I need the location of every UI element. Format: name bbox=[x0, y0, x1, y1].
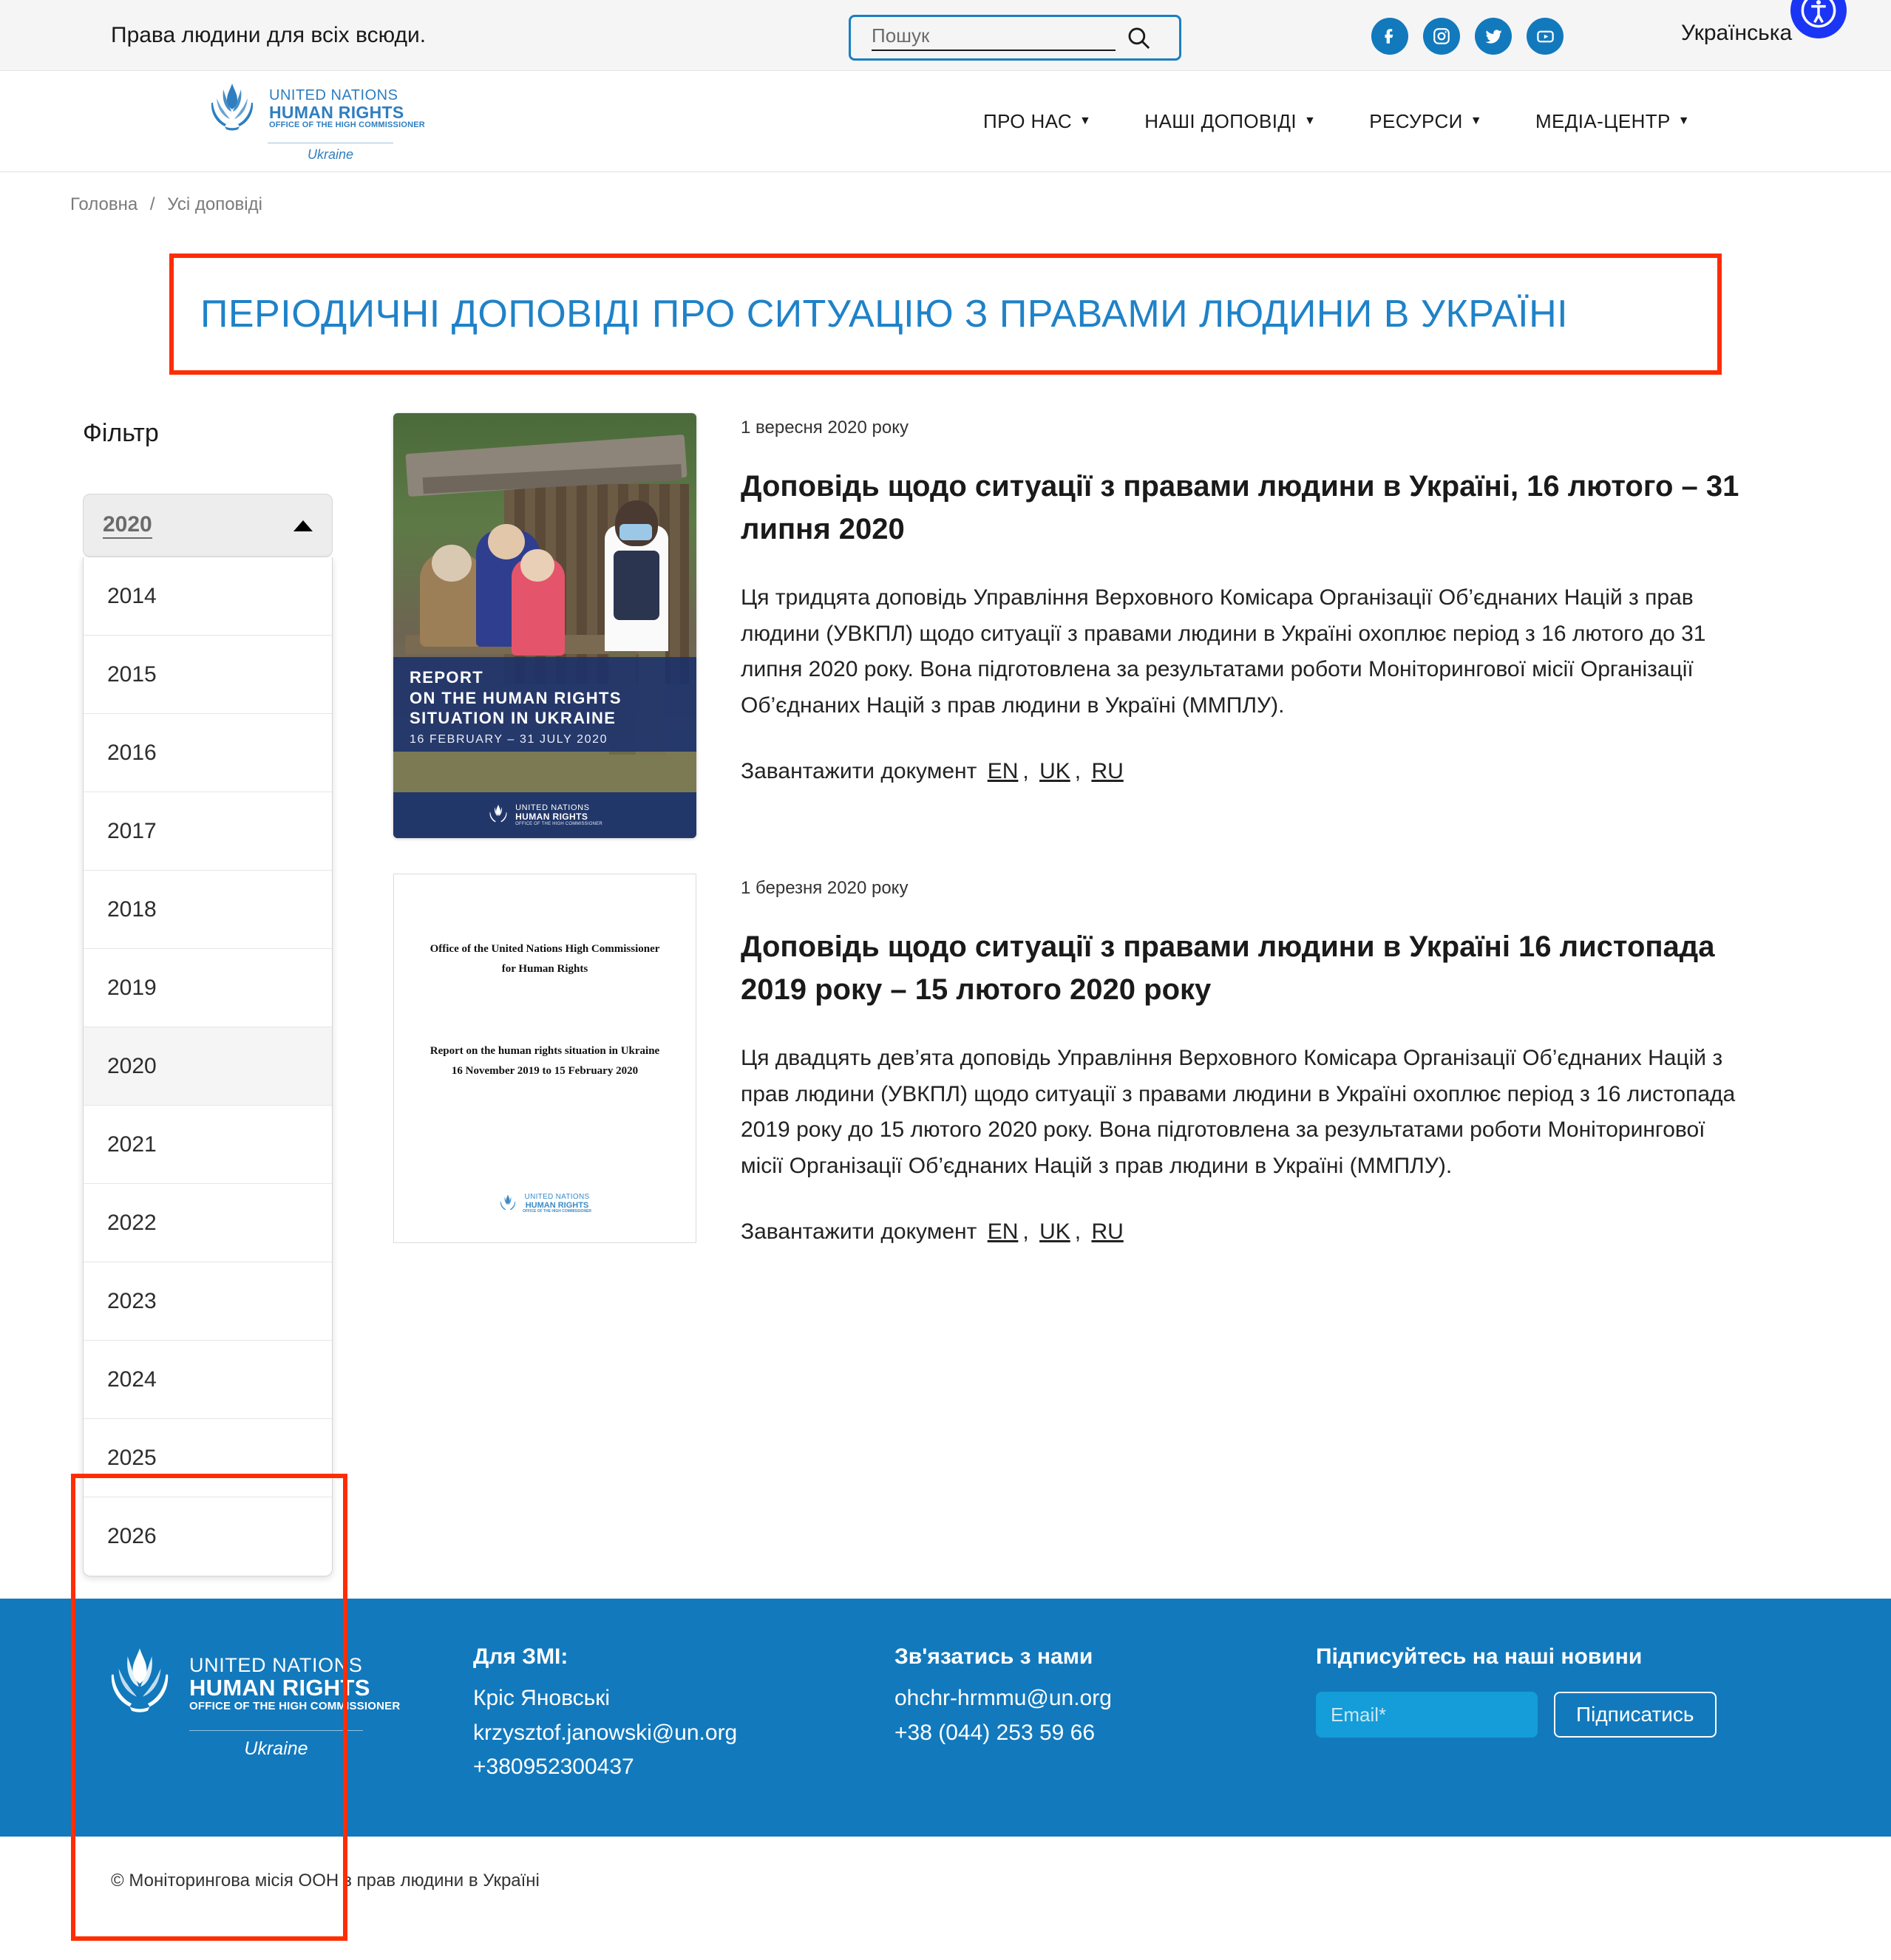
press-contact-phone: +380952300437 bbox=[473, 1755, 634, 1779]
accessibility-button[interactable] bbox=[1790, 0, 1847, 38]
logo-country-label: Ukraine bbox=[307, 146, 354, 162]
cover-logo-line-1: UNITED NATIONS bbox=[515, 803, 590, 812]
report-info bbox=[741, 874, 1746, 1245]
main-header bbox=[0, 71, 1891, 172]
logo-country bbox=[268, 143, 393, 163]
nav-label-media-center: МЕДІА-ЦЕНТР bbox=[1535, 109, 1671, 132]
footer-logo-line-3: OFFICE OF THE HIGH COMMISSIONER bbox=[189, 1699, 401, 1712]
copyright-bar bbox=[0, 1837, 1891, 1921]
social-link-facebook[interactable] bbox=[1371, 18, 1408, 55]
cover-band-line-3: SITUATION IN UKRAINE bbox=[410, 709, 617, 728]
report-info bbox=[741, 413, 1746, 838]
social-link-twitter[interactable] bbox=[1475, 18, 1512, 55]
chevron-down-icon: ▼ bbox=[1470, 115, 1482, 127]
year-option-2018[interactable]: 2018 bbox=[84, 871, 332, 949]
report-thumbnail[interactable] bbox=[393, 874, 741, 1245]
instagram-icon bbox=[1432, 27, 1451, 46]
breadcrumb-bar bbox=[0, 172, 1891, 237]
ukraine-flag-icon bbox=[1641, 23, 1671, 44]
nav-label-resources: РЕСУРСИ bbox=[1369, 109, 1463, 132]
breadcrumb-current: Усі доповіді bbox=[167, 194, 262, 214]
copyright-text: © Моніторингова місія ООН з прав людини в Україні bbox=[111, 1870, 540, 1891]
download-link-uk[interactable]: UK bbox=[1039, 759, 1070, 784]
footer-logo bbox=[103, 1644, 473, 1785]
report-date: 1 березня 2020 року bbox=[741, 878, 909, 898]
newsletter-heading: Підписуйтесь на наші новини bbox=[1316, 1644, 1643, 1669]
year-option-2023[interactable]: 2023 bbox=[84, 1262, 332, 1341]
cover-illustration bbox=[393, 413, 696, 838]
main-navigation bbox=[983, 110, 1690, 133]
report-item bbox=[393, 874, 1746, 1245]
report-cover-document bbox=[393, 874, 696, 1243]
report-cover-photo bbox=[393, 413, 696, 838]
cover-doc-logo-line-2: HUMAN RIGHTS bbox=[525, 1200, 589, 1210]
page-title: ПЕРІОДИЧНІ ДОПОВІДІ ПРО СИТУАЦІЮ З ПРАВАМИ ЛЮДИНИ В УКРАЇНІ bbox=[200, 293, 1569, 336]
year-option-2026[interactable]: 2026 bbox=[107, 1524, 157, 1548]
footer-contact-column bbox=[894, 1644, 1316, 1785]
press-heading: Для ЗМІ: bbox=[473, 1644, 568, 1669]
report-description: Ця тридцята доповідь Управління Верховного Комісара Організації Об’єднаних Націй з прав людини (УВКПЛ) щодо ситуації з правами людини в Україні охоплює період з 16 лютого до 31 липня 2020 року. Вона підготовлена за результатами роботи Моніторингової місії Організації Об’єднаних Націй з прав людини в Україні (ММПЛУ). bbox=[741, 585, 1706, 718]
un-human-rights-emblem-icon bbox=[206, 81, 259, 138]
newsletter-email-input[interactable] bbox=[1316, 1692, 1538, 1738]
un-human-rights-emblem-icon bbox=[103, 1644, 176, 1723]
cover-doc-logo-line-3: OFFICE OF THE HIGH COMMISSIONER bbox=[522, 1209, 592, 1214]
year-option-2022[interactable]: 2022 bbox=[84, 1184, 332, 1262]
year-option-2019[interactable]: 2019 bbox=[84, 949, 332, 1027]
cover-logo-line-3: OFFICE OF THE HIGH COMMISSIONER bbox=[515, 821, 602, 826]
report-title[interactable]: Доповідь щодо ситуації з правами людини в Україні, 16 лютого – 31 липня 2020 bbox=[741, 470, 1739, 545]
logo-line-3: OFFICE OF THE HIGH COMMISSIONER bbox=[269, 120, 425, 130]
nav-label-reports: НАШІ ДОПОВІДІ bbox=[1144, 109, 1297, 132]
social-link-instagram[interactable] bbox=[1423, 18, 1460, 55]
nav-item-resources[interactable] bbox=[1369, 110, 1482, 133]
download-link-en[interactable]: EN bbox=[987, 759, 1019, 784]
nav-item-reports[interactable] bbox=[1144, 110, 1316, 133]
press-contact-name: Кріс Яновські bbox=[473, 1686, 611, 1710]
year-option-2020[interactable]: 2020 bbox=[84, 1027, 332, 1106]
year-option-2016[interactable]: 2016 bbox=[84, 714, 332, 792]
cover-doc-title bbox=[394, 1041, 696, 1081]
nav-item-about[interactable] bbox=[983, 110, 1091, 133]
download-label: Завантажити документ bbox=[741, 759, 977, 784]
year-filter-options bbox=[83, 557, 333, 1576]
press-contact-email[interactable]: krzysztof.janowski@un.org bbox=[473, 1720, 738, 1745]
twitter-icon bbox=[1484, 27, 1504, 47]
site-footer bbox=[0, 1599, 1891, 1837]
language-label: Українська bbox=[1681, 21, 1793, 45]
facebook-icon bbox=[1380, 27, 1399, 46]
subscribe-button[interactable]: Підписатись bbox=[1554, 1692, 1717, 1738]
cover-doc-title-line-2: 16 November 2019 to 15 February 2020 bbox=[451, 1065, 639, 1077]
un-human-rights-emblem-icon bbox=[498, 1194, 517, 1214]
year-option-2021[interactable]: 2021 bbox=[84, 1106, 332, 1184]
chevron-up-icon bbox=[293, 520, 313, 531]
footer-logo-country-label: Ukraine bbox=[244, 1738, 308, 1759]
cover-band-line-1: REPORT bbox=[410, 668, 484, 687]
year-option-2014[interactable]: 2014 bbox=[84, 557, 332, 636]
cover-footer-logo bbox=[393, 792, 696, 838]
year-option-2025[interactable]: 2025 bbox=[84, 1419, 332, 1497]
download-link-ru[interactable]: RU bbox=[1091, 759, 1124, 784]
page-title-highlight-box bbox=[169, 253, 1722, 375]
year-filter-select[interactable] bbox=[83, 494, 333, 557]
footer-logo-line-2: HUMAN RIGHTS bbox=[189, 1674, 370, 1701]
chevron-down-icon: ▼ bbox=[1304, 115, 1317, 127]
search-input[interactable] bbox=[872, 24, 1116, 51]
download-link-en[interactable]: EN bbox=[987, 1219, 1019, 1245]
footer-logo-country bbox=[189, 1730, 363, 1760]
report-downloads: Завантажити документ EN , UK , RU bbox=[741, 759, 1124, 784]
footer-logo-line-1: UNITED NATIONS bbox=[189, 1654, 363, 1677]
cover-doc-logo bbox=[394, 1194, 696, 1214]
language-selector[interactable] bbox=[1641, 21, 1792, 46]
cover-doc-title-line-1: Report on the human rights situation in Ukraine bbox=[430, 1045, 660, 1057]
year-option-2015[interactable]: 2015 bbox=[84, 636, 332, 714]
accessibility-icon bbox=[1799, 0, 1838, 30]
breadcrumb bbox=[70, 194, 262, 215]
reports-list bbox=[393, 375, 1746, 1576]
breadcrumb-separator: / bbox=[149, 194, 155, 214]
search-icon bbox=[1126, 25, 1151, 50]
report-date: 1 вересня 2020 року bbox=[741, 418, 909, 438]
year-option-2024[interactable]: 2024 bbox=[84, 1341, 332, 1419]
report-description: Ця двадцять дев’ята доповідь Управління Верховного Комісара Організації Об’єднаних Націй з прав людини (УВКПЛ) щодо ситуації з правами людини в Україні охоплює період з 16 листопада 2019 року до 15 лютого 2020 року. Вона підготовлена за результатами роботи Моніторингової місії Організації Об’єднаних Націй з прав людини в Україні (ММПЛУ). bbox=[741, 1046, 1736, 1178]
content-area bbox=[0, 375, 1891, 1576]
nav-item-media-center[interactable] bbox=[1535, 110, 1690, 133]
logo-line-2: HUMAN RIGHTS bbox=[269, 103, 404, 123]
filter-heading: Фільтр bbox=[83, 419, 159, 447]
contact-phone: +38 (044) 253 59 66 bbox=[894, 1720, 1096, 1745]
search-box[interactable] bbox=[849, 15, 1181, 61]
site-logo[interactable] bbox=[206, 81, 425, 163]
footer-press-column bbox=[473, 1644, 894, 1785]
un-human-rights-emblem-icon bbox=[487, 803, 509, 827]
contact-heading: Зв'язатись з нами bbox=[894, 1644, 1093, 1669]
cover-doc-header bbox=[394, 939, 696, 979]
year-filter-value: 2020 bbox=[103, 512, 152, 540]
download-link-uk[interactable]: UK bbox=[1039, 1219, 1070, 1245]
cover-doc-header-line-1: Office of the United Nations High Commissioner bbox=[430, 943, 660, 955]
cover-band-dates: 16 FEBRUARY – 31 JULY 2020 bbox=[410, 733, 608, 746]
report-item bbox=[393, 413, 1746, 838]
chevron-down-icon: ▼ bbox=[1079, 115, 1092, 127]
report-downloads: Завантажити документ EN , UK , RU bbox=[741, 1219, 1124, 1245]
breadcrumb-home[interactable]: Головна bbox=[70, 194, 138, 214]
social-link-youtube[interactable] bbox=[1527, 18, 1564, 55]
nav-label-about: ПРО НАС bbox=[983, 109, 1073, 132]
utility-bar bbox=[0, 0, 1891, 71]
cover-title-band bbox=[393, 657, 696, 752]
cover-logo-line-2: HUMAN RIGHTS bbox=[515, 811, 588, 823]
site-tagline: Права людини для всіх всюди. bbox=[111, 22, 427, 47]
chevron-down-icon: ▼ bbox=[1677, 115, 1691, 127]
search-button[interactable] bbox=[1126, 25, 1151, 50]
filter-sidebar bbox=[0, 375, 333, 1576]
report-title[interactable]: Доповідь щодо ситуації з правами людини в Україні 16 листопада 2019 року – 15 лютого 2020 року bbox=[741, 930, 1715, 1006]
contact-email[interactable]: ohchr-hrmmu@un.org bbox=[894, 1686, 1112, 1710]
cover-band-line-2: ON THE HUMAN RIGHTS bbox=[410, 688, 622, 707]
year-option-2017[interactable]: 2017 bbox=[84, 792, 332, 871]
youtube-icon bbox=[1535, 27, 1555, 47]
download-link-ru[interactable]: RU bbox=[1091, 1219, 1124, 1245]
cover-doc-logo-line-1: UNITED NATIONS bbox=[524, 1193, 590, 1202]
cover-doc-header-line-2: for Human Rights bbox=[501, 963, 588, 975]
logo-line-1: UNITED NATIONS bbox=[269, 87, 398, 104]
download-label: Завантажити документ bbox=[741, 1219, 977, 1245]
footer-newsletter bbox=[1316, 1644, 1878, 1785]
social-links bbox=[1371, 18, 1564, 55]
report-thumbnail[interactable] bbox=[393, 413, 741, 838]
